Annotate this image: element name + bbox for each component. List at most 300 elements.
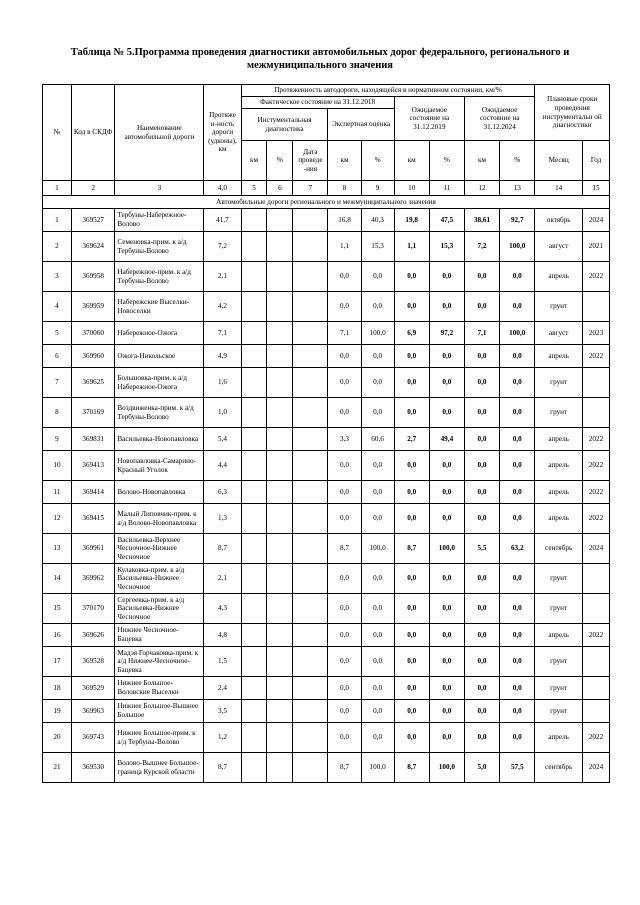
- header-expert: Экспертная оценка: [328, 109, 394, 141]
- instrumental-km: [241, 677, 267, 700]
- expert-km: 0,0: [328, 647, 361, 677]
- column-number: 7: [293, 181, 328, 196]
- expected-2024-pct: 0,0: [500, 624, 535, 647]
- instrumental-km: [241, 700, 267, 723]
- expected-2019-km: 0,0: [394, 504, 429, 534]
- planned-year: 2024: [582, 753, 609, 783]
- planned-month: октябрь: [535, 209, 583, 232]
- road-name: Волово-Новопавловка: [115, 481, 204, 504]
- expected-2024-km: 0,0: [464, 451, 499, 481]
- header-pct: %: [361, 141, 394, 181]
- header-pct: %: [267, 141, 293, 181]
- road-name: Воздвиженка-прим. к а/д Тербуны-Волово: [115, 398, 204, 428]
- road-name: Набережное-Ожога: [115, 322, 204, 345]
- expected-2024-pct: 0,0: [500, 700, 535, 723]
- row-number: 16: [43, 624, 72, 647]
- table-row: [43, 564, 610, 594]
- expected-2024-pct: 63,2: [500, 534, 535, 564]
- expert-km: 0,0: [328, 564, 361, 594]
- table-row: [43, 451, 610, 481]
- road-code: 369413: [71, 451, 114, 481]
- planned-year: [582, 647, 609, 677]
- column-number: 4,0: [204, 181, 241, 196]
- planned-month: апрель: [535, 428, 583, 451]
- expected-2019-pct: 0,0: [429, 624, 464, 647]
- planned-year: 2022: [582, 262, 609, 292]
- instrumental-km: [241, 564, 267, 594]
- table-row: [43, 723, 610, 753]
- expert-km: 0,0: [328, 292, 361, 322]
- instrumental-km: [241, 451, 267, 481]
- row-number: 21: [43, 753, 72, 783]
- section-row: [43, 196, 610, 209]
- instrumental-pct: [267, 398, 293, 428]
- instrumental-date: [293, 262, 328, 292]
- road-length: 3,5: [204, 700, 241, 723]
- road-name: Волово-Вышнее Большое-граница Курской области: [115, 753, 204, 783]
- expected-2024-pct: 0,0: [500, 368, 535, 398]
- column-number: 10: [394, 181, 429, 196]
- planned-year: 2021: [582, 232, 609, 262]
- expert-km: 0,0: [328, 398, 361, 428]
- road-code: 369415: [71, 504, 114, 534]
- instrumental-km: [241, 428, 267, 451]
- expert-pct: 0,0: [361, 292, 394, 322]
- expert-pct: 0,0: [361, 564, 394, 594]
- expert-pct: 0,0: [361, 700, 394, 723]
- planned-month: сентябрь: [535, 753, 583, 783]
- row-number: 3: [43, 262, 72, 292]
- road-code: 369530: [71, 753, 114, 783]
- expected-2019-km: 19,8: [394, 209, 429, 232]
- expected-2019-km: 0,0: [394, 594, 429, 624]
- header-name: Наименование автомобильной дороги: [115, 85, 204, 181]
- planned-month: апрель: [535, 723, 583, 753]
- expert-km: 8,7: [328, 753, 361, 783]
- planned-month: апрель: [535, 451, 583, 481]
- expected-2024-pct: 92,7: [500, 209, 535, 232]
- instrumental-pct: [267, 753, 293, 783]
- expected-2024-km: 0,0: [464, 368, 499, 398]
- row-number: 1: [43, 209, 72, 232]
- expected-2024-km: 0,0: [464, 700, 499, 723]
- expected-2019-pct: 100,0: [429, 753, 464, 783]
- expert-pct: 100,0: [361, 534, 394, 564]
- instrumental-km: [241, 232, 267, 262]
- expert-pct: 100,0: [361, 753, 394, 783]
- road-length: 4,2: [204, 292, 241, 322]
- table-row: [43, 677, 610, 700]
- expected-2019-km: 0,0: [394, 345, 429, 368]
- instrumental-date: [293, 753, 328, 783]
- planned-year: [582, 700, 609, 723]
- expert-pct: 100,0: [361, 322, 394, 345]
- table-row: [43, 624, 610, 647]
- road-length: 8,7: [204, 534, 241, 564]
- header-km: км: [241, 141, 267, 181]
- instrumental-pct: [267, 677, 293, 700]
- section-title: Автомобильные дороги регионального и межмуниципального значения: [43, 196, 610, 209]
- planned-month: апрель: [535, 504, 583, 534]
- road-code: 369961: [71, 534, 114, 564]
- expected-2019-pct: 0,0: [429, 345, 464, 368]
- instrumental-pct: [267, 723, 293, 753]
- expert-km: 0,0: [328, 262, 361, 292]
- road-length: 7,1: [204, 322, 241, 345]
- instrumental-pct: [267, 624, 293, 647]
- instrumental-pct: [267, 209, 293, 232]
- expected-2024-pct: 0,0: [500, 647, 535, 677]
- instrumental-km: [241, 753, 267, 783]
- planned-year: 2022: [582, 345, 609, 368]
- row-number: 12: [43, 504, 72, 534]
- instrumental-pct: [267, 700, 293, 723]
- instrumental-km: [241, 292, 267, 322]
- header-date: Дата проведе -ния: [293, 141, 328, 181]
- header-pct: %: [429, 141, 464, 181]
- instrumental-date: [293, 232, 328, 262]
- expected-2024-pct: 0,0: [500, 292, 535, 322]
- expected-2024-km: 0,0: [464, 647, 499, 677]
- column-number: 3: [115, 181, 204, 196]
- planned-month: грунт: [535, 647, 583, 677]
- instrumental-date: [293, 322, 328, 345]
- road-length: 1,0: [204, 398, 241, 428]
- instrumental-km: [241, 345, 267, 368]
- expected-2024-km: 0,0: [464, 504, 499, 534]
- expected-2024-pct: 0,0: [500, 262, 535, 292]
- header-pct: %: [500, 141, 535, 181]
- row-number: 6: [43, 345, 72, 368]
- road-code: 369414: [71, 481, 114, 504]
- instrumental-date: [293, 723, 328, 753]
- instrumental-pct: [267, 534, 293, 564]
- expected-2024-km: 0,0: [464, 723, 499, 753]
- road-name: Нижнее Большое-Воловские Выселки: [115, 677, 204, 700]
- instrumental-date: [293, 368, 328, 398]
- expected-2024-pct: 57,5: [500, 753, 535, 783]
- expected-2024-km: 0,0: [464, 345, 499, 368]
- road-code: 370060: [71, 322, 114, 345]
- header-actual: Фактическое состояние на 31.12.2018: [241, 97, 394, 109]
- expected-2024-pct: 100,0: [500, 232, 535, 262]
- header-km: км: [464, 141, 499, 181]
- instrumental-date: [293, 594, 328, 624]
- road-name: Ожога-Никольское: [115, 345, 204, 368]
- road-name: Тербуны-Набережное-Волово: [115, 209, 204, 232]
- title-line-2: межмуниципального значения: [246, 60, 393, 71]
- expected-2019-pct: 47,5: [429, 209, 464, 232]
- expected-2024-pct: 0,0: [500, 504, 535, 534]
- road-length: 1,3: [204, 504, 241, 534]
- instrumental-km: [241, 262, 267, 292]
- instrumental-date: [293, 624, 328, 647]
- expected-2024-km: 0,0: [464, 262, 499, 292]
- expected-2019-pct: 0,0: [429, 564, 464, 594]
- expert-pct: 40,3: [361, 209, 394, 232]
- table-row: [43, 647, 610, 677]
- table-row: [43, 322, 610, 345]
- expert-pct: 0,0: [361, 677, 394, 700]
- header-num: №: [43, 85, 72, 181]
- expected-2019-pct: 0,0: [429, 504, 464, 534]
- instrumental-date: [293, 534, 328, 564]
- expert-km: 0,0: [328, 451, 361, 481]
- road-code: 369743: [71, 723, 114, 753]
- instrumental-date: [293, 700, 328, 723]
- planned-year: 2022: [582, 624, 609, 647]
- row-number: 18: [43, 677, 72, 700]
- instrumental-pct: [267, 232, 293, 262]
- road-name: Малый Липовчик-прим. к а/д Волово-Новопавловка: [115, 504, 204, 534]
- planned-year: 2022: [582, 723, 609, 753]
- expert-pct: 0,0: [361, 504, 394, 534]
- expert-km: 16,8: [328, 209, 361, 232]
- header-expected-2019: Ожидаемое состояние на 31.12.2019: [394, 97, 464, 141]
- planned-month: апрель: [535, 345, 583, 368]
- row-number: 14: [43, 564, 72, 594]
- expected-2019-km: 0,0: [394, 564, 429, 594]
- instrumental-pct: [267, 647, 293, 677]
- planned-year: 2024: [582, 534, 609, 564]
- planned-year: [582, 292, 609, 322]
- expected-2024-km: 5,5: [464, 534, 499, 564]
- expert-pct: 0,0: [361, 345, 394, 368]
- expected-2024-pct: 0,0: [500, 481, 535, 504]
- road-name: Васильевка-Новопавловка: [115, 428, 204, 451]
- expert-km: 0,0: [328, 723, 361, 753]
- title-line-1: Таблица № 5.Программа проведения диагностики автомобильных дорог федерального, регионального и: [70, 47, 570, 58]
- header-km: км: [328, 141, 361, 181]
- expected-2019-pct: 0,0: [429, 262, 464, 292]
- row-number: 19: [43, 700, 72, 723]
- expert-pct: 0,0: [361, 624, 394, 647]
- column-numbers-row: [43, 181, 610, 196]
- road-length: 1,2: [204, 723, 241, 753]
- road-name: Набережное-прим. к а/д Тербуны-Волово: [115, 262, 204, 292]
- expected-2024-km: 7,1: [464, 322, 499, 345]
- expected-2024-km: 0,0: [464, 428, 499, 451]
- road-code: 369527: [71, 209, 114, 232]
- expert-pct: 0,0: [361, 451, 394, 481]
- expected-2019-km: 0,0: [394, 481, 429, 504]
- planned-year: 2024: [582, 209, 609, 232]
- planned-year: [582, 368, 609, 398]
- table-row: [43, 594, 610, 624]
- road-code: 370169: [71, 398, 114, 428]
- road-code: 369963: [71, 700, 114, 723]
- expected-2024-km: 7,2: [464, 232, 499, 262]
- diagnostics-table: [42, 84, 610, 783]
- road-name: Нижнее Чесночное-Бацевка: [115, 624, 204, 647]
- road-code: 369831: [71, 428, 114, 451]
- instrumental-pct: [267, 292, 293, 322]
- instrumental-pct: [267, 322, 293, 345]
- instrumental-pct: [267, 481, 293, 504]
- instrumental-pct: [267, 368, 293, 398]
- expected-2024-pct: 0,0: [500, 723, 535, 753]
- expert-pct: 0,0: [361, 594, 394, 624]
- road-length: 4,3: [204, 594, 241, 624]
- row-number: 10: [43, 451, 72, 481]
- row-number: 20: [43, 723, 72, 753]
- instrumental-date: [293, 398, 328, 428]
- instrumental-date: [293, 481, 328, 504]
- column-number: 9: [361, 181, 394, 196]
- road-length: 2,1: [204, 262, 241, 292]
- instrumental-km: [241, 209, 267, 232]
- expert-km: 0,0: [328, 345, 361, 368]
- header-normative: Протяженность автодороги, находящейся в нормативном состоянии, км/%: [241, 85, 535, 97]
- planned-month: грунт: [535, 677, 583, 700]
- expert-km: 0,0: [328, 624, 361, 647]
- expected-2019-km: 8,7: [394, 534, 429, 564]
- column-number: 12: [464, 181, 499, 196]
- column-number: 13: [500, 181, 535, 196]
- expected-2024-pct: 0,0: [500, 564, 535, 594]
- table-row: [43, 428, 610, 451]
- road-code: 369962: [71, 564, 114, 594]
- table-row: [43, 232, 610, 262]
- column-number: 8: [328, 181, 361, 196]
- instrumental-pct: [267, 564, 293, 594]
- expected-2024-km: 0,0: [464, 398, 499, 428]
- expected-2019-km: 0,0: [394, 677, 429, 700]
- road-code: 369960: [71, 345, 114, 368]
- expected-2024-km: 0,0: [464, 624, 499, 647]
- planned-month: апрель: [535, 481, 583, 504]
- expert-pct: 0,0: [361, 368, 394, 398]
- instrumental-date: [293, 451, 328, 481]
- planned-year: 2023: [582, 322, 609, 345]
- expected-2019-pct: 0,0: [429, 723, 464, 753]
- expert-km: 3,3: [328, 428, 361, 451]
- expected-2019-pct: 0,0: [429, 677, 464, 700]
- expected-2024-km: 5,0: [464, 753, 499, 783]
- planned-year: 2022: [582, 504, 609, 534]
- expert-pct: 0,0: [361, 481, 394, 504]
- road-length: 2,1: [204, 564, 241, 594]
- table-row: [43, 345, 610, 368]
- road-name: Большовка-прим. к а/д Набережное-Ожога: [115, 368, 204, 398]
- table-row: [43, 292, 610, 322]
- expected-2019-km: 1,1: [394, 232, 429, 262]
- expected-2019-pct: 0,0: [429, 398, 464, 428]
- expected-2019-km: 0,0: [394, 700, 429, 723]
- column-number: 11: [429, 181, 464, 196]
- table-row: [43, 209, 610, 232]
- road-length: 41,7: [204, 209, 241, 232]
- instrumental-date: [293, 677, 328, 700]
- instrumental-km: [241, 398, 267, 428]
- expected-2024-km: 0,0: [464, 564, 499, 594]
- planned-month: сентябрь: [535, 534, 583, 564]
- expected-2024-pct: 0,0: [500, 594, 535, 624]
- table-row: [43, 262, 610, 292]
- road-name: Нижнее Большое-Вышнее Большое: [115, 700, 204, 723]
- table-row: [43, 504, 610, 534]
- row-number: 7: [43, 368, 72, 398]
- instrumental-km: [241, 322, 267, 345]
- expected-2019-pct: 97,2: [429, 322, 464, 345]
- expected-2019-km: 2,7: [394, 428, 429, 451]
- row-number: 2: [43, 232, 72, 262]
- road-length: 1,5: [204, 647, 241, 677]
- expected-2024-km: 0,0: [464, 292, 499, 322]
- road-code: 369529: [71, 677, 114, 700]
- road-code: 369625: [71, 368, 114, 398]
- instrumental-pct: [267, 262, 293, 292]
- column-number: 6: [267, 181, 293, 196]
- road-length: 4,4: [204, 451, 241, 481]
- instrumental-km: [241, 723, 267, 753]
- expert-pct: 0,0: [361, 647, 394, 677]
- header-instrumental: Инстументальная диагностика: [241, 109, 328, 141]
- road-name: Новопавловка-Самарино-Красный Уголок: [115, 451, 204, 481]
- road-length: 4,9: [204, 345, 241, 368]
- expected-2019-km: 6,9: [394, 322, 429, 345]
- instrumental-date: [293, 504, 328, 534]
- expected-2024-pct: 0,0: [500, 345, 535, 368]
- planned-month: грунт: [535, 700, 583, 723]
- instrumental-pct: [267, 594, 293, 624]
- planned-year: 2022: [582, 481, 609, 504]
- header-planned: Плановые сроки проведения инструментальн ой диагностики: [535, 85, 610, 141]
- table-row: [43, 398, 610, 428]
- expert-pct: 0,0: [361, 262, 394, 292]
- expected-2024-pct: 0,0: [500, 677, 535, 700]
- header-km: км: [394, 141, 429, 181]
- row-number: 17: [43, 647, 72, 677]
- expected-2024-km: 38,61: [464, 209, 499, 232]
- header-month: Месяц: [535, 141, 583, 181]
- expected-2019-km: 8,7: [394, 753, 429, 783]
- expected-2019-km: 0,0: [394, 398, 429, 428]
- planned-year: 2022: [582, 428, 609, 451]
- column-number: 15: [582, 181, 609, 196]
- expected-2019-km: 0,0: [394, 451, 429, 481]
- road-code: 370170: [71, 594, 114, 624]
- expected-2019-km: 0,0: [394, 292, 429, 322]
- expected-2019-km: 0,0: [394, 624, 429, 647]
- road-name: Сергеевка-прим. к а/д Васильевка-Нижнее Чесночное: [115, 594, 204, 624]
- road-name: Набережские Выселки-Новоселки: [115, 292, 204, 322]
- planned-month: апрель: [535, 262, 583, 292]
- instrumental-date: [293, 647, 328, 677]
- document-title: [40, 46, 600, 72]
- expected-2024-pct: 0,0: [500, 398, 535, 428]
- row-number: 11: [43, 481, 72, 504]
- instrumental-km: [241, 368, 267, 398]
- expected-2024-km: 0,0: [464, 677, 499, 700]
- road-length: 8,7: [204, 753, 241, 783]
- planned-month: август: [535, 322, 583, 345]
- expert-km: 0,0: [328, 481, 361, 504]
- instrumental-km: [241, 534, 267, 564]
- expected-2019-km: 0,0: [394, 262, 429, 292]
- row-number: 9: [43, 428, 72, 451]
- road-name: Васильевка-Верхнее Чесночное-Нижнее Чесночное: [115, 534, 204, 564]
- row-number: 5: [43, 322, 72, 345]
- column-number: 2: [71, 181, 114, 196]
- table-row: [43, 700, 610, 723]
- expert-km: 0,0: [328, 700, 361, 723]
- expert-pct: 0,0: [361, 723, 394, 753]
- expected-2019-pct: 0,0: [429, 292, 464, 322]
- instrumental-date: [293, 292, 328, 322]
- expert-km: 0,0: [328, 677, 361, 700]
- expected-2019-km: 0,0: [394, 723, 429, 753]
